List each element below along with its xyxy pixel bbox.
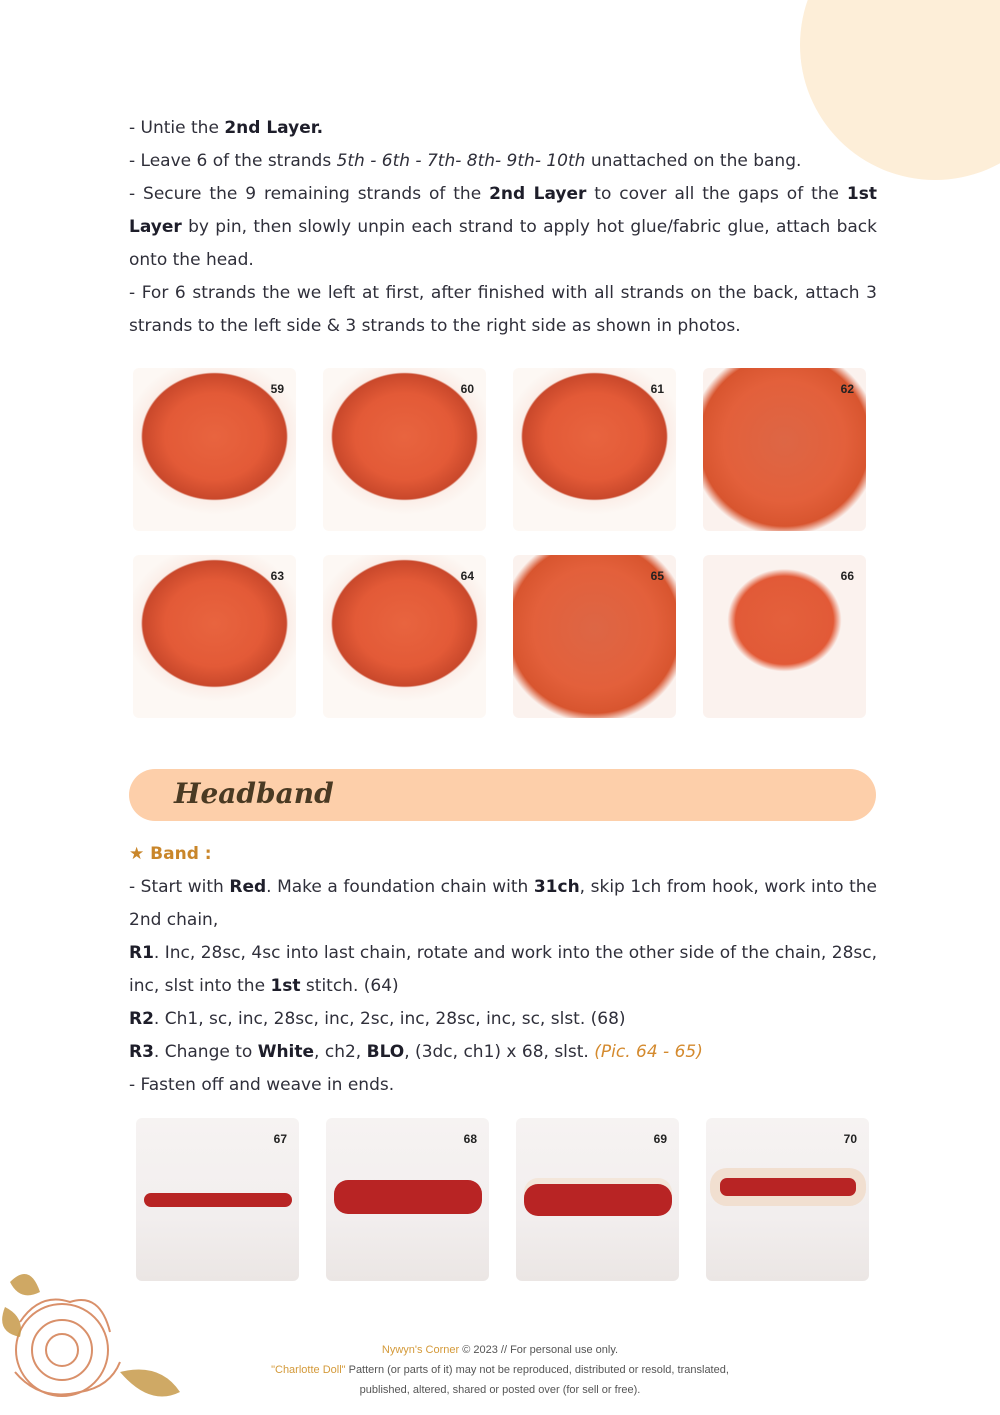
band-end: - Fasten off and weave in ends.	[129, 1075, 395, 1095]
intro-line-4: - For 6 strands the we left at first, after finished with all strands on the back, attach 3 strands to the left side & 3 strands to the right side as shown in photos.	[129, 283, 877, 336]
band-round-2: R2. Ch1, sc, inc, 28sc, inc, 2sc, inc, 28sc, inc, sc, slst. (68)	[129, 1009, 626, 1029]
photo-66	[703, 555, 866, 718]
photo-number: 67	[273, 1132, 287, 1146]
band-photo-grid	[136, 1118, 872, 1281]
photo-number: 62	[840, 382, 854, 396]
section-title: Headband	[174, 777, 334, 810]
band-round-3: R3. Change to White, ch2, BLO, (3dc, ch1) x 68, slst. (Pic. 64 - 65)	[129, 1042, 703, 1062]
photo-60	[323, 368, 486, 531]
band-strip	[524, 1184, 672, 1216]
intro-line-1: - Untie the 2nd Layer.	[129, 118, 324, 138]
photo-69	[516, 1118, 679, 1281]
photo-number: 63	[270, 569, 284, 583]
photo-number: 61	[650, 382, 664, 396]
photo-62	[703, 368, 866, 531]
band-strip	[334, 1180, 482, 1214]
section-header-headband	[129, 769, 876, 821]
footer-line-3: published, altered, shared or posted over (for sell or free).	[359, 1384, 641, 1396]
photo-number: 64	[460, 569, 474, 583]
photo-61	[513, 368, 676, 531]
footer-line-1: Nywyn's Corner © 2023 // For personal use only.	[381, 1344, 619, 1356]
band-instructions	[129, 838, 877, 1102]
photo-number: 65	[650, 569, 664, 583]
photo-number: 66	[840, 569, 854, 583]
photo-64	[323, 555, 486, 718]
band-round-1: R1. Inc, 28sc, 4sc into last chain, rotate and work into the other side of the chain, 28sc, inc, slst into the 1st stitch. (64)	[129, 943, 877, 996]
photo-number: 68	[463, 1132, 477, 1146]
photo-70	[706, 1118, 869, 1281]
photo-68	[326, 1118, 489, 1281]
footer-line-2: "Charlotte Doll" Pattern (or parts of it) may not be reproduced, distributed or resold, translated,	[271, 1364, 729, 1376]
band-strip	[144, 1193, 292, 1207]
band-strip	[720, 1178, 856, 1196]
photo-67	[136, 1118, 299, 1281]
hair-photo-grid	[133, 368, 869, 718]
photo-number: 70	[843, 1132, 857, 1146]
band-start: - Start with Red. Make a foundation chain with 31ch, skip 1ch from hook, work into the 2nd chain,	[129, 877, 877, 930]
intro-line-2: - Leave 6 of the strands 5th - 6th - 7th- 8th- 9th- 10th unattached on the bang.	[129, 151, 802, 171]
photo-number: 59	[270, 382, 284, 396]
photo-65	[513, 555, 676, 718]
intro-line-3: - Secure the 9 remaining strands of the 2nd Layer to cover all the gaps of the 1st Layer by pin, then slowly unpin each strand to apply hot glue/fabric glue, attach back onto the head.	[129, 184, 877, 270]
photo-63	[133, 555, 296, 718]
photo-number: 60	[460, 382, 474, 396]
photo-59	[133, 368, 296, 531]
band-heading: ★ Band :	[129, 844, 212, 864]
intro-instructions	[129, 112, 877, 343]
footer	[0, 1340, 1000, 1400]
photo-number: 69	[653, 1132, 667, 1146]
